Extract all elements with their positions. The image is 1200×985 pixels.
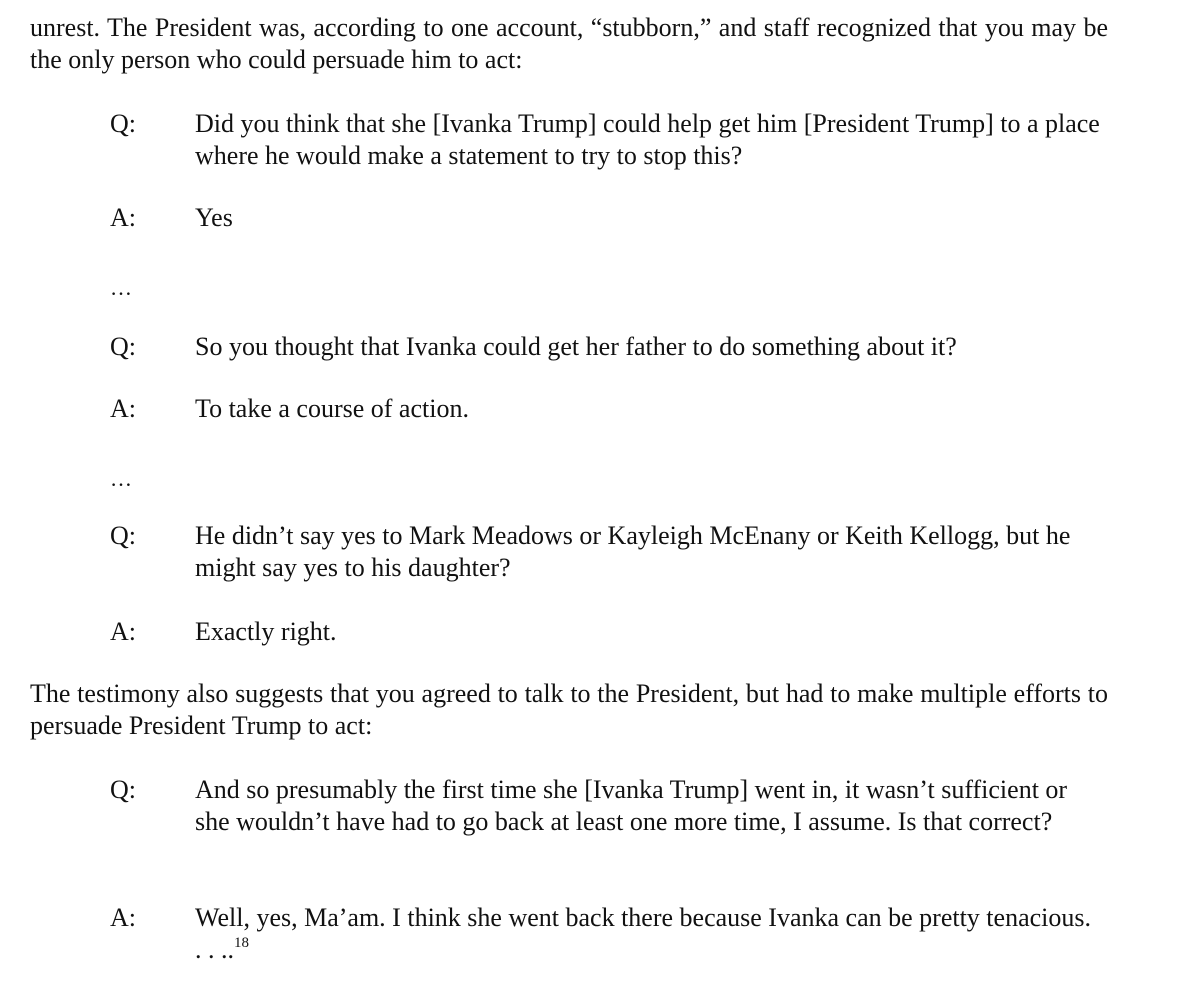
qa-text: To take a course of action.	[195, 394, 469, 423]
speaker-label: Q:	[110, 332, 136, 361]
speaker-label: Q:	[110, 521, 136, 550]
qa-text: Yes	[195, 203, 233, 232]
footnote-marker[interactable]: 18	[234, 935, 249, 951]
speaker-label: A:	[110, 617, 136, 646]
qa-text: And so presumably the first time she [Ivanka Trump] went in, it wasn’t sufficient or she wouldn’t have had to go back at least one more time, I assume. Is that correct?	[195, 775, 1068, 836]
qa-text: Did you think that she [Ivanka Trump] could help get him [President Trump] to a place where he would make a statement to try to stop this?	[195, 109, 1100, 170]
speaker-label: A:	[110, 203, 136, 232]
qa-text: Exactly right.	[195, 617, 337, 646]
omission-ellipsis: …	[110, 275, 133, 300]
speaker-label: A:	[110, 394, 136, 423]
speaker-label: A:	[110, 903, 136, 932]
qa-text: He didn’t say yes to Mark Meadows or Kayleigh McEnany or Keith Kellogg, but he might say yes to his daughter?	[195, 521, 1071, 582]
speaker-label: Q:	[110, 109, 136, 138]
qa-text: So you thought that Ivanka could get her father to do something about it?	[195, 332, 957, 361]
qa-text: Well, yes, Ma’am. I think she went back there because Ivanka can be pretty tenacious. . . ..	[195, 903, 1091, 964]
intro-paragraph: unrest. The President was, according to one account, “stubborn,” and staff recognized that you may be the only person who could persuade him to act:	[30, 13, 1108, 74]
middle-paragraph: The testimony also suggests that you agreed to talk to the President, but had to make multiple efforts to persuade President Trump to act:	[30, 679, 1108, 740]
speaker-label: Q:	[110, 775, 136, 804]
omission-ellipsis: …	[110, 466, 133, 491]
qa-text-with-footnote	[195, 902, 1100, 966]
